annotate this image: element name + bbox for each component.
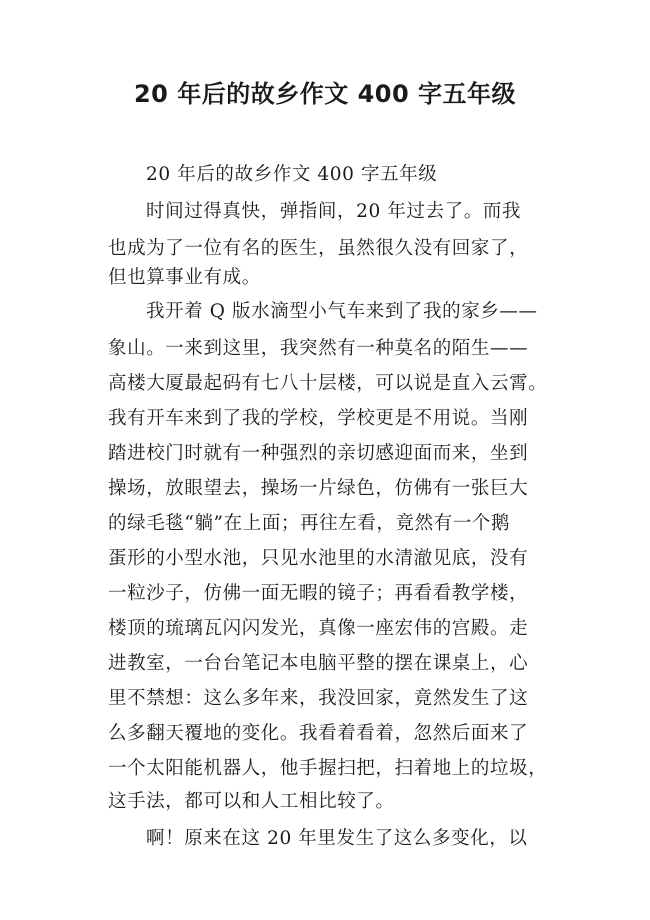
text-line: 么多翻天覆地的变化。我看着看着，忽然后面来了 xyxy=(108,723,529,744)
text-line: 高楼大厦最起码有七八十层楼，可以说是直入云霄。 xyxy=(108,373,548,394)
text-line: 我开着 Q 版水滴型小气车来到了我的家乡—— xyxy=(146,301,538,322)
text-line-subtitle: 20 年后的故乡作文 400 字五年级 xyxy=(146,164,438,185)
text-line: 时间过得真快，弹指间，20 年过去了。而我 xyxy=(146,201,522,222)
document-title: 20 年后的故乡作文 400 字五年级 xyxy=(133,80,517,108)
text-line: 踏进校门时就有一种强烈的亲切感迎面而来，坐到 xyxy=(108,443,529,464)
text-line: 这手法，都可以和人工相比较了。 xyxy=(108,791,395,812)
text-line: 进教室，一台台笔记本电脑平整的摆在课桌上，心 xyxy=(108,653,529,674)
text-line: 的绿毛毯“躺”在上面；再往左看，竟然有一个鹅 xyxy=(108,513,511,534)
text-line: 一个太阳能机器人，他手握扫把，扫着地上的垃圾， xyxy=(108,758,548,779)
text-line: 里不禁想：这么多年来，我没回家，竟然发生了这 xyxy=(108,688,529,709)
text-line: 我有开车来到了我的学校，学校更是不用说。当刚 xyxy=(108,408,529,429)
text-line: 操场，放眼望去，操场一片绿色，仿佛有一张巨大 xyxy=(108,478,529,499)
text-line: 也成为了一位有名的医生，虽然很久没有回家了， xyxy=(108,238,529,259)
text-line: 但也算事业有成。 xyxy=(108,267,261,288)
text-line: 象山。一来到这里，我突然有一种莫名的陌生—— xyxy=(108,338,529,359)
text-line: 啊！原来在这 20 年里发生了这么多变化，以 xyxy=(146,828,528,849)
text-line: 一粒沙子，仿佛一面无暇的镜子；再看看教学楼， xyxy=(108,583,529,604)
text-line: 楼顶的琉璃瓦闪闪发光，真像一座宏伟的宫殿。走 xyxy=(108,618,529,639)
text-line: 蛋形的小型水池，只见水池里的水清澈见底，没有 xyxy=(108,548,529,569)
